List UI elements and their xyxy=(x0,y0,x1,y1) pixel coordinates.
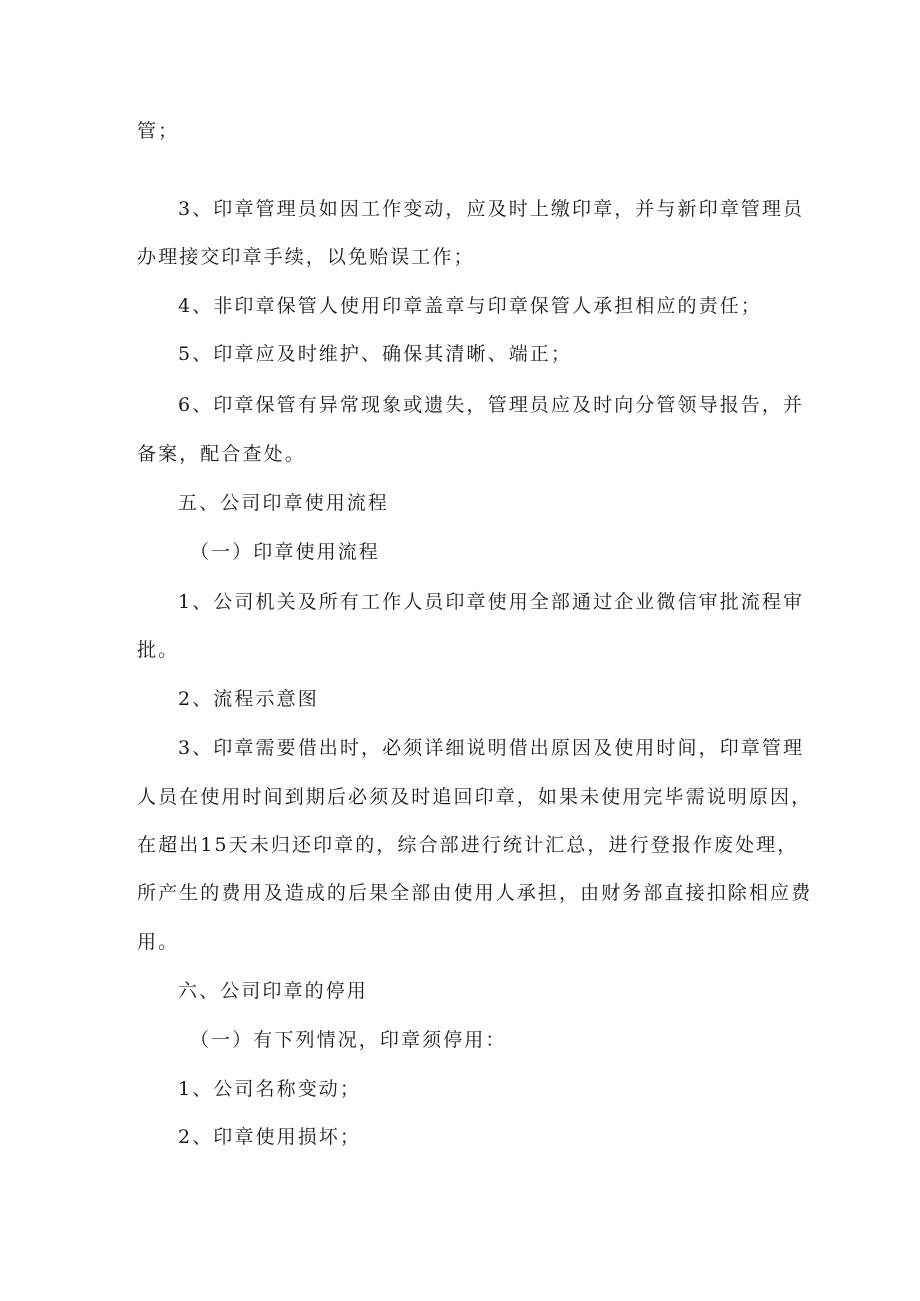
flow-item-3-line-2: 人员在使用时间到期后必须及时追回印章，如果未使用完毕需说明原因， xyxy=(137,786,813,808)
flow-item-3-line-1: 3、印章需要借出时，必须详细说明借出原因及使用时间，印章管理 xyxy=(178,737,805,759)
flow-item-3-line-5: 用。 xyxy=(137,931,180,953)
subsection-5-1-heading: （一）印章使用流程 xyxy=(190,541,380,563)
item-6-line-2: 备案，配合查处。 xyxy=(137,443,306,465)
item-6-line-1: 6、印章保管有异常现象或遗失，管理员应及时向分管领导报告，并 xyxy=(178,394,805,416)
section-6-heading: 六、公司印章的停用 xyxy=(178,980,368,1002)
flow-item-2-line: 2、流程示意图 xyxy=(178,688,319,710)
item-3-line-2: 办理接交印章手续，以免贻误工作； xyxy=(137,246,475,268)
item-4-line: 4、非印章保管人使用印章盖章与印章保管人承担相应的责任； xyxy=(178,295,762,317)
flow-item-3-line-3: 在超出15天未归还印章的，综合部进行统计汇总，进行登报作废处理， xyxy=(137,834,799,856)
item-5-line: 5、印章应及时维护、确保其清晰、端正； xyxy=(178,343,572,365)
stop-item-2-line: 2、印章使用损坏； xyxy=(178,1126,361,1148)
item-3-line-1: 3、印章管理员如因工作变动，应及时上缴印章，并与新印章管理员 xyxy=(178,198,805,220)
section-5-heading: 五、公司印章使用流程 xyxy=(178,492,390,514)
flow-item-1-line-2: 批。 xyxy=(137,639,180,661)
text-line-guan: 管； xyxy=(137,120,180,142)
flow-item-1-line-1: 1、公司机关及所有工作人员印章使用全部通过企业微信审批流程审 xyxy=(178,591,805,613)
subsection-6-1-heading: （一）有下列情况，印章须停用： xyxy=(190,1029,507,1051)
flow-item-3-line-4: 所产生的费用及造成的后果全部由使用人承担，由财务部直接扣除相应费 xyxy=(137,882,813,904)
stop-item-1-line: 1、公司名称变动； xyxy=(178,1078,361,1100)
